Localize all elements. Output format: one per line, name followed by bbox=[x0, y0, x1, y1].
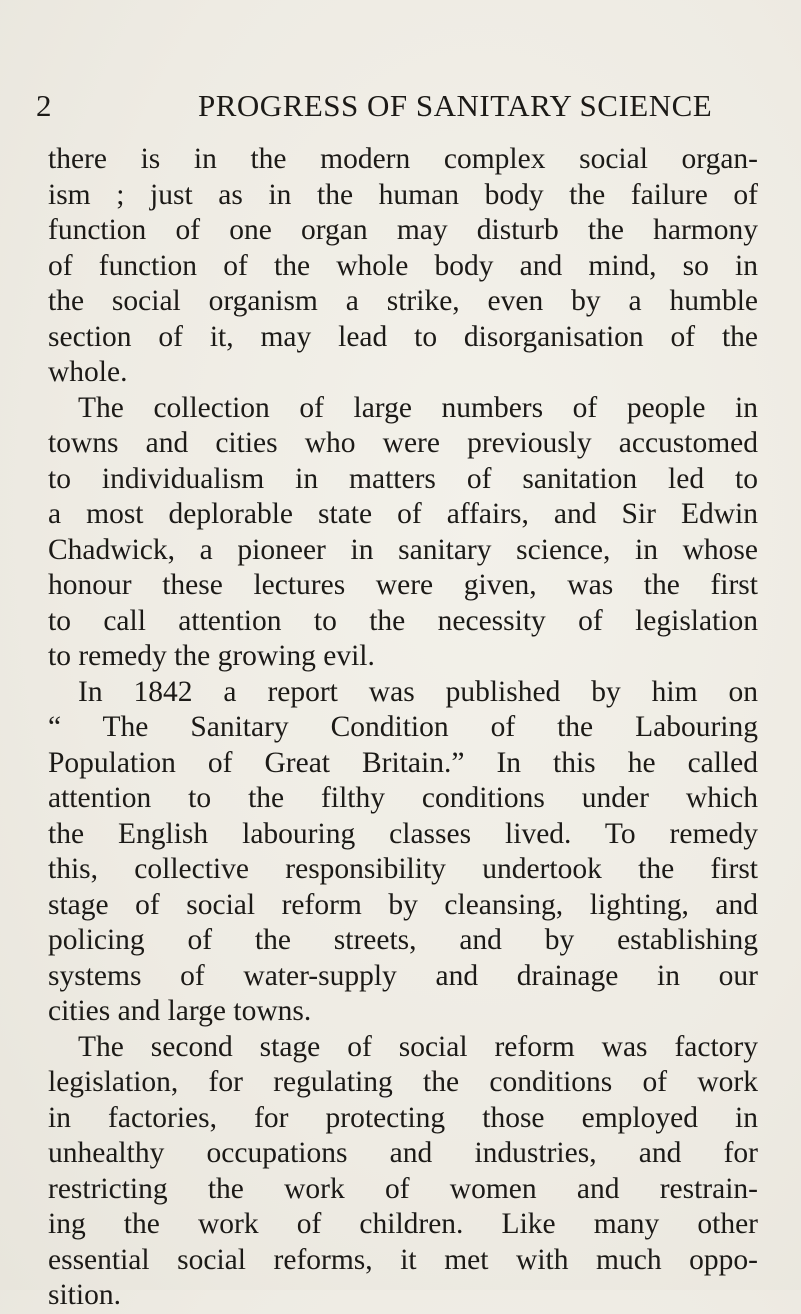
text-line: attention to the filthy conditions under which bbox=[48, 782, 758, 814]
text-line: function of one organ may disturb the harmony bbox=[48, 214, 758, 246]
body-text bbox=[48, 142, 758, 1314]
text-line: Chadwick, a pioneer in sanitary science, in whose bbox=[48, 533, 758, 566]
text-line: Population of Great Britain.” In this he called bbox=[48, 746, 758, 779]
text-line: to call attention to the necessity of legislation bbox=[48, 604, 758, 637]
text-line: stage of social reform by cleansing, lighting, and bbox=[48, 888, 758, 921]
running-head-title: PROGRESS OF SANITARY SCIENCE bbox=[198, 88, 713, 123]
page-number: 2 bbox=[36, 88, 52, 123]
text-line: to individualism in matters of sanitation led to bbox=[48, 462, 758, 495]
text-line: essential social reforms, it met with much oppo- bbox=[48, 1243, 758, 1276]
text-line: policing of the streets, and by establishing bbox=[48, 924, 758, 956]
text-line: The second stage of social reform was factory bbox=[78, 1030, 758, 1063]
running-head bbox=[36, 88, 736, 128]
text-line: section of it, may lead to disorganisation of the bbox=[48, 320, 758, 353]
text-line: towns and cities who were previously accustomed bbox=[48, 427, 758, 459]
text-line: ing the work of children. Like many other bbox=[48, 1208, 758, 1240]
text-line: systems of water-supply and drainage in our bbox=[48, 959, 758, 992]
text-line: this, collective responsibility undertook the first bbox=[48, 853, 758, 885]
text-line: In 1842 a report was published by him on bbox=[78, 675, 758, 708]
text-line: honour these lectures were given, was the first bbox=[48, 569, 758, 601]
text-line: in factories, for protecting those employed in bbox=[48, 1101, 758, 1134]
text-line: unhealthy occupations and industries, and for bbox=[48, 1137, 758, 1169]
text-line: restricting the work of women and restrain- bbox=[48, 1172, 758, 1205]
text-line: a most deplorable state of affairs, and Sir Edwin bbox=[48, 498, 758, 530]
text-line: whole. bbox=[48, 356, 128, 388]
text-line: there is in the modern complex social organ- bbox=[48, 143, 758, 175]
text-line: ism ; just as in the human body the failure of bbox=[48, 178, 758, 211]
text-line: The collection of large numbers of people in bbox=[78, 391, 758, 424]
text-line: of function of the whole body and mind, so in bbox=[48, 249, 758, 282]
text-line: the English labouring classes lived. To remedy bbox=[48, 817, 758, 850]
text-line: to remedy the growing evil. bbox=[48, 640, 375, 672]
text-line: sition. bbox=[48, 1279, 121, 1311]
text-line: legislation, for regulating the conditions of work bbox=[48, 1066, 758, 1098]
text-line: “ The Sanitary Condition of the Labouring bbox=[48, 711, 758, 743]
text-line: cities and large towns. bbox=[48, 995, 312, 1027]
text-line: the social organism a strike, even by a humble bbox=[48, 285, 758, 317]
